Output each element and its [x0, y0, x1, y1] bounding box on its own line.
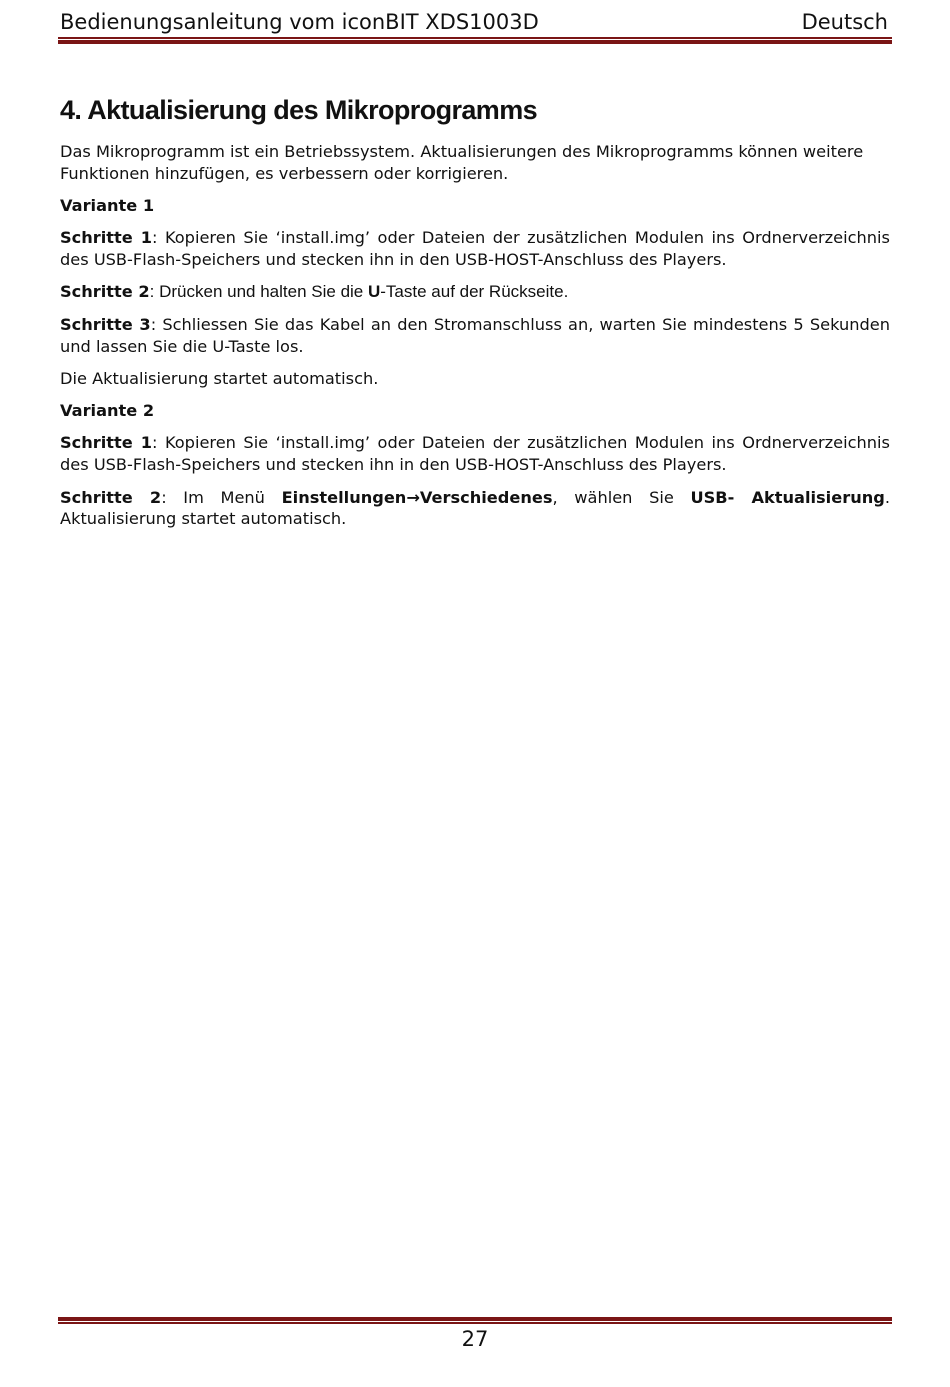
intro-paragraph: Das Mikroprogramm ist ein Betriebssystem. Aktualisierungen des Mikroprogramms können weitere Funktionen hinzufügen, es verbessern oder korrigieren.	[60, 142, 864, 183]
variant-2-label: Variante 2	[60, 401, 155, 421]
variant-1-step-1: Schritte 1: Kopieren Sie ‘install.img’ oder Dateien der zusätzlichen Modulen ins Ordnerverzeichnis des USB-Flash-Speichers und stecken ihn in den USB-HOST-Anschluss des Players.	[60, 228, 890, 270]
step-label: Schritte 3	[60, 314, 151, 334]
header-rule-thick	[58, 40, 892, 44]
step-label: Schritte 2	[60, 487, 162, 507]
variant-1-label: Variante 1	[60, 196, 155, 216]
language-label: Deutsch	[801, 10, 888, 34]
manual-title: Bedienungsanleitung vom iconBIT XDS1003D	[60, 10, 539, 34]
section-heading: 4. Aktualisierung des Mikroprogramms	[60, 95, 538, 125]
page-content	[60, 92, 890, 541]
menu-option: USB- Aktualisierung	[690, 487, 885, 507]
variant-1-step-3: Schritte 3: Schliessen Sie das Kabel an den Stromanschluss an, warten Sie mindestens 5 Sekunden und lassen Sie die U-Taste los.	[60, 314, 890, 356]
step-label: Schritte 2	[60, 282, 150, 302]
step-label: Schritte 1	[60, 433, 153, 453]
variant-2-step-1: Schritte 1: Kopieren Sie ‘install.img’ oder Dateien der zusätzlichen Modulen ins Ordnerverzeichnis des USB-Flash-Speichers und stecken ihn in den USB-HOST-Anschluss des Players.	[60, 433, 890, 475]
page-header	[58, 8, 888, 38]
footer-rule-thick	[58, 1317, 892, 1321]
header-rule-thin	[58, 37, 892, 39]
footer-rule-thin	[58, 1322, 892, 1324]
variant-2-step-2: Schritte 2: Im Menü Einstellungen→Verschiedenes, wählen Sie USB- Aktualisierung. Aktualisierung startet automatisch.	[60, 487, 890, 529]
menu-path: Einstellungen→Verschiedenes	[281, 487, 553, 507]
variant-1-step-2: Schritte 2: Drücken und halten Sie die U-Taste auf der Rückseite.	[60, 282, 569, 302]
u-key: U	[367, 282, 381, 302]
page-number: 27	[461, 1327, 489, 1351]
auto-start-note: Die Aktualisierung startet automatisch.	[60, 368, 379, 388]
step-label: Schritte 1	[60, 228, 153, 248]
